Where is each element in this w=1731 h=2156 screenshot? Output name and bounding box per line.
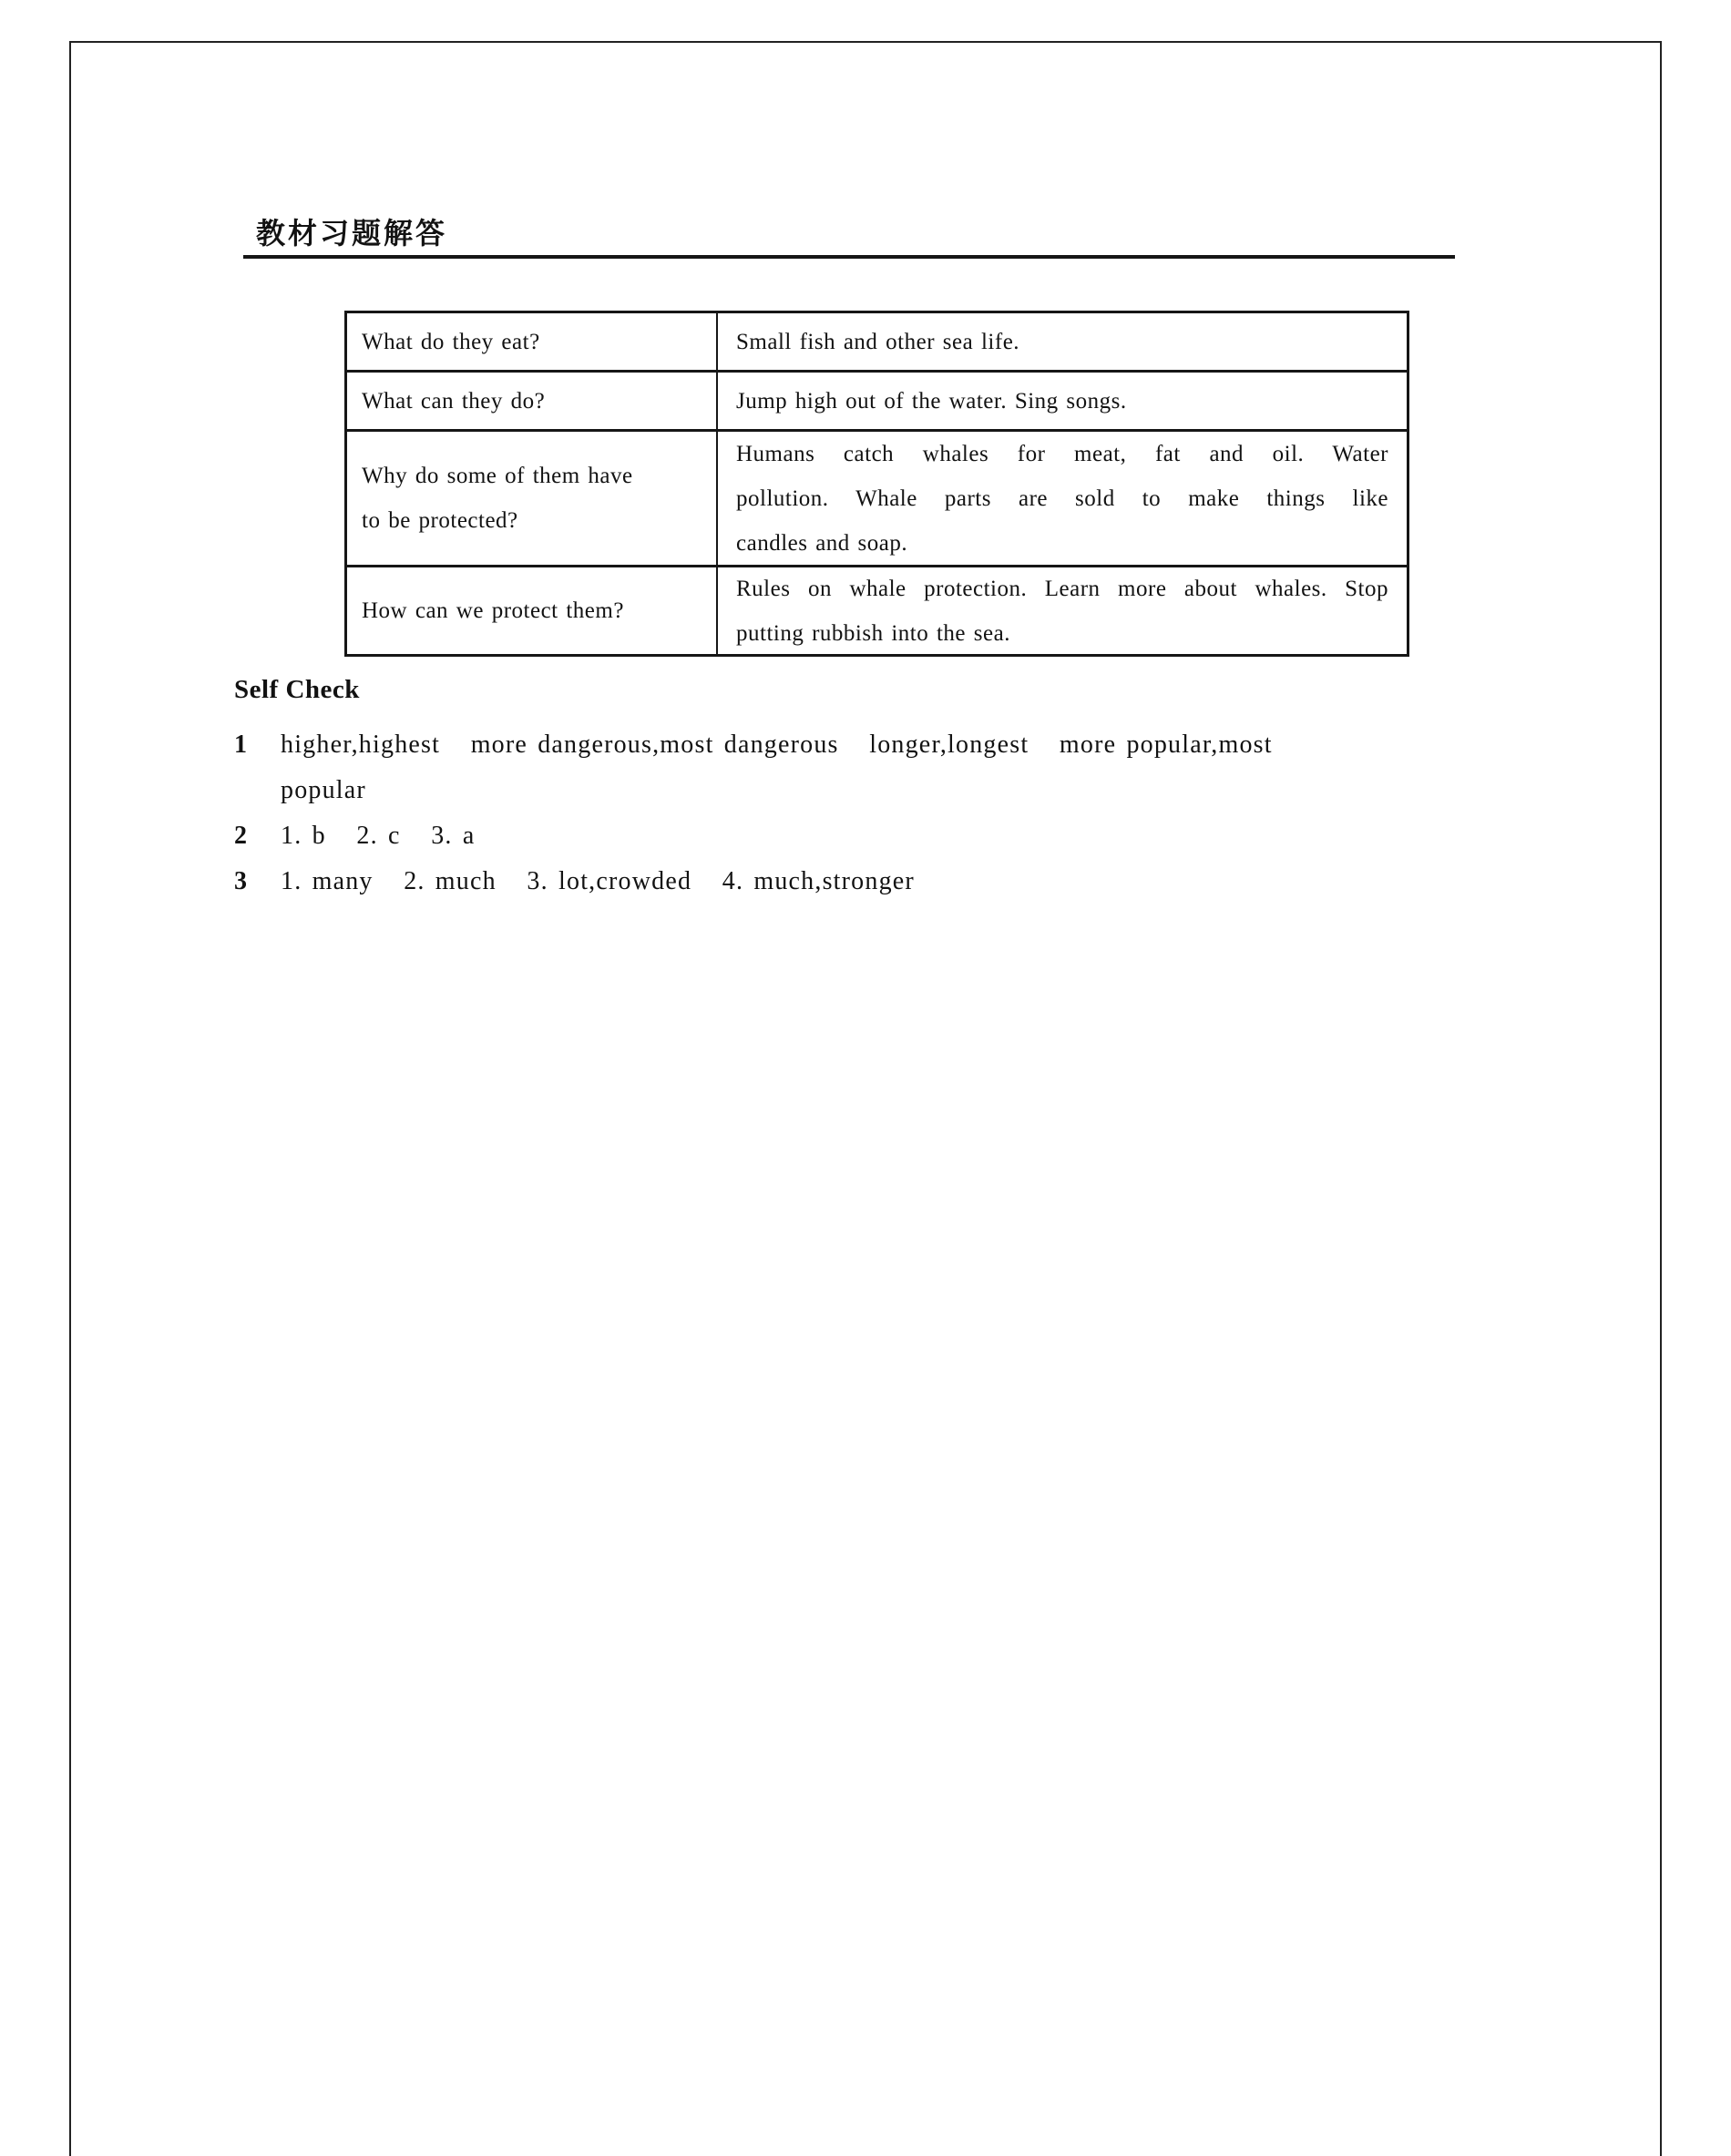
question-text: What can they do? [362, 388, 546, 414]
whale-qa-table [344, 311, 1409, 657]
text-line: Why do some of them have [362, 464, 633, 488]
question-cell [347, 567, 718, 654]
list-item [234, 813, 1501, 859]
text-line: 1. b 2. c 3. a [281, 822, 476, 850]
item-number: 2 [234, 822, 247, 850]
item-answer-text [281, 722, 1501, 813]
question-cell [347, 432, 718, 565]
table-row [347, 370, 1407, 429]
text-line: candles and soap. [736, 530, 908, 556]
table-row [347, 313, 1407, 370]
answer-cell [718, 313, 1407, 370]
text-line: Rules on whale protection. Learn more about whales. Stop [736, 576, 1388, 601]
text-line: putting rubbish into the sea. [736, 620, 1010, 646]
item-number: 1 [234, 731, 247, 759]
item-number: 3 [234, 867, 247, 895]
question-text: How can we protect them? [362, 598, 624, 623]
answer-cell [718, 567, 1407, 654]
text-line: to be protected? [362, 508, 518, 533]
self-check-heading: Self Check [234, 675, 360, 704]
text-line: pollution. Whale parts are sold to make things like [736, 485, 1388, 511]
table-row [347, 429, 1407, 565]
text-line: Humans catch whales for meat, fat and oil. Water [736, 441, 1388, 466]
answer-cell [718, 373, 1407, 429]
question-cell [347, 373, 718, 429]
answer-text: Jump high out of the water. Sing songs. [736, 388, 1127, 414]
question-cell [347, 313, 718, 370]
question-text: What do they eat? [362, 329, 540, 354]
page-title: 教材习题解答 [256, 217, 448, 250]
answer-cell [718, 432, 1407, 565]
list-item [234, 722, 1501, 813]
table-row [347, 565, 1407, 654]
text-line: popular [281, 776, 366, 804]
answer-text: Small fish and other sea life. [736, 329, 1020, 354]
item-answer-text [281, 859, 1501, 904]
text-line: 1. many 2. much 3. lot,crowded 4. much,stronger [281, 867, 915, 895]
text-line: higher,highest more dangerous,most dangerous longer,longest more popular,most [281, 731, 1273, 759]
title-underline-rule [243, 255, 1455, 259]
list-item [234, 859, 1501, 904]
self-check-section [234, 674, 1501, 904]
item-answer-text [281, 813, 1501, 859]
